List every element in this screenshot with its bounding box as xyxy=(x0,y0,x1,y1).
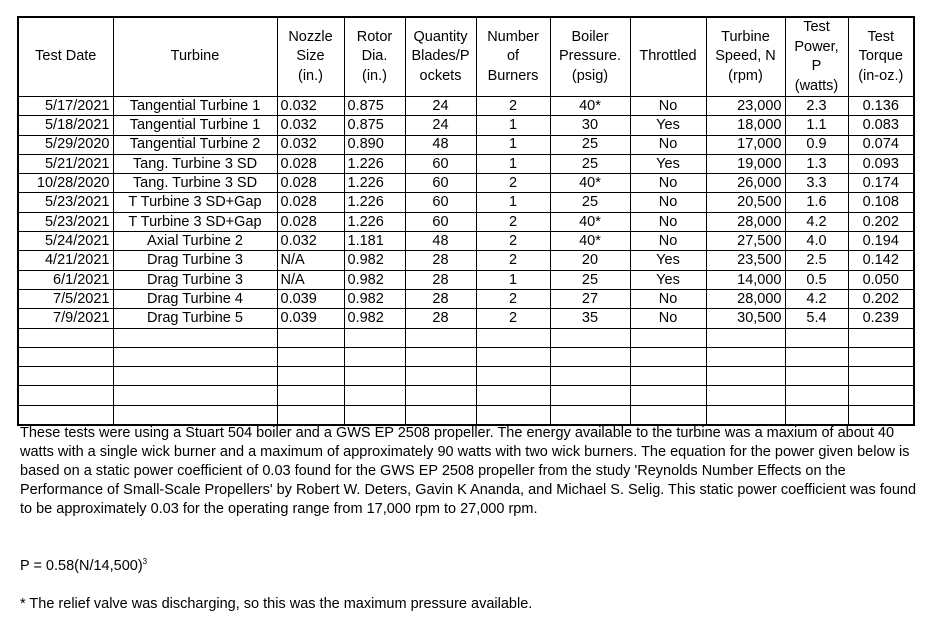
empty-table-cell xyxy=(706,367,785,386)
column-header xyxy=(405,17,476,97)
table-cell: 1.226 xyxy=(344,212,405,231)
empty-table-cell xyxy=(405,367,476,386)
table-cell: 28 xyxy=(405,289,476,308)
table-cell: 4/21/2021 xyxy=(18,251,113,270)
table-cell: 18,000 xyxy=(706,116,785,135)
table-row xyxy=(18,193,914,212)
table-cell: 0.032 xyxy=(277,116,344,135)
table-cell: 4.0 xyxy=(785,232,848,251)
empty-table-cell xyxy=(18,347,113,366)
table-cell: 0.136 xyxy=(848,97,914,116)
empty-table-cell xyxy=(630,328,706,347)
column-header-line: Speed, N xyxy=(715,48,776,65)
table-cell: 0.108 xyxy=(848,193,914,212)
table-cell: 0.9 xyxy=(785,135,848,154)
table-cell: 3.3 xyxy=(785,174,848,193)
table-cell: 48 xyxy=(405,135,476,154)
empty-table-row xyxy=(18,347,914,366)
empty-table-cell xyxy=(405,386,476,405)
empty-table-cell xyxy=(550,347,630,366)
table-cell: 1.3 xyxy=(785,154,848,173)
column-header-line: Test xyxy=(867,28,895,45)
table-row xyxy=(18,309,914,328)
empty-table-row xyxy=(18,367,914,386)
empty-table-cell xyxy=(706,386,785,405)
table-cell: 10/28/2020 xyxy=(18,174,113,193)
empty-table-cell xyxy=(18,328,113,347)
empty-table-cell xyxy=(848,328,914,347)
empty-table-cell xyxy=(785,347,848,366)
table-cell: 2 xyxy=(476,212,550,231)
table-row xyxy=(18,212,914,231)
table-cell: Tangential Turbine 1 xyxy=(113,97,277,116)
table-cell: 0.982 xyxy=(344,270,405,289)
empty-table-cell xyxy=(113,405,277,425)
table-cell: 0.039 xyxy=(277,289,344,308)
table-cell: 27,500 xyxy=(706,232,785,251)
notes-section xyxy=(20,424,925,519)
table-cell: 0.194 xyxy=(848,232,914,251)
column-header-line: (rpm) xyxy=(728,67,763,84)
table-cell: 1.226 xyxy=(344,193,405,212)
empty-table-cell xyxy=(18,386,113,405)
table-cell: 23,000 xyxy=(706,97,785,116)
empty-table-row xyxy=(18,405,914,425)
empty-table-cell xyxy=(706,328,785,347)
table-cell: 5/29/2020 xyxy=(18,135,113,154)
table-cell: N/A xyxy=(277,251,344,270)
column-header xyxy=(630,17,706,97)
table-cell: Tang. Turbine 3 SD xyxy=(113,174,277,193)
empty-table-cell xyxy=(476,405,550,425)
empty-table-cell xyxy=(344,405,405,425)
table-body xyxy=(18,97,914,426)
empty-table-cell xyxy=(277,386,344,405)
column-header-line: (in.) xyxy=(298,67,323,84)
column-header-line: Turbine xyxy=(170,48,220,65)
table-cell: 0.093 xyxy=(848,154,914,173)
empty-table-cell xyxy=(277,367,344,386)
table-cell: 0.875 xyxy=(344,116,405,135)
table-cell: T Turbine 3 SD+Gap xyxy=(113,193,277,212)
table-cell: Drag Turbine 5 xyxy=(113,309,277,328)
column-header-line: ockets xyxy=(419,67,462,84)
empty-table-cell xyxy=(848,405,914,425)
table-cell: 40* xyxy=(550,212,630,231)
column-header xyxy=(706,17,785,97)
empty-table-cell xyxy=(630,386,706,405)
table-cell: 35 xyxy=(550,309,630,328)
table-row xyxy=(18,251,914,270)
table-row xyxy=(18,154,914,173)
table-cell: Yes xyxy=(630,116,706,135)
empty-table-cell xyxy=(848,347,914,366)
table-cell: 60 xyxy=(405,154,476,173)
table-cell: No xyxy=(630,135,706,154)
table-row xyxy=(18,174,914,193)
table-cell: 1 xyxy=(476,116,550,135)
table-cell: 2 xyxy=(476,232,550,251)
table-cell: T Turbine 3 SD+Gap xyxy=(113,212,277,231)
table-cell: 2 xyxy=(476,289,550,308)
table-cell: 0.982 xyxy=(344,251,405,270)
column-header xyxy=(848,17,914,97)
table-cell: 19,000 xyxy=(706,154,785,173)
empty-table-cell xyxy=(277,405,344,425)
empty-table-cell xyxy=(476,367,550,386)
notes-paragraph: These tests were using a Stuart 504 boiler and a GWS EP 2508 propeller. The energy available to the turbine was a maxium of about 40 watts with a single wick burner and a maximum of approximately 90 watts with two wick burners. The equation for the power given below is based on a static power coefficient of 0.03 found for the GWS EP 2508 propeller from the study 'Reynolds Number Effects on the Performance of Small-Scale Propellers' by Robert W. Deters, Gavin K Ananda, and Michael S. Selig. This static power coefficient was found to be approximately 0.03 for the operating range from 17,000 rpm to 27,000 rpm. xyxy=(20,425,917,517)
table-cell: N/A xyxy=(277,270,344,289)
table-cell: 25 xyxy=(550,154,630,173)
table-cell: 0.875 xyxy=(344,97,405,116)
table-cell: 28 xyxy=(405,270,476,289)
table-cell: 5/23/2021 xyxy=(18,193,113,212)
table-cell: 7/9/2021 xyxy=(18,309,113,328)
empty-table-cell xyxy=(785,405,848,425)
table-cell: 1.181 xyxy=(344,232,405,251)
column-header xyxy=(476,17,550,97)
table-cell: 2 xyxy=(476,309,550,328)
empty-table-cell xyxy=(113,328,277,347)
table-cell: 25 xyxy=(550,193,630,212)
table-cell: 60 xyxy=(405,174,476,193)
column-header-line: Turbine xyxy=(721,28,770,45)
column-header-line: Dia. xyxy=(361,48,388,65)
empty-table-cell xyxy=(550,328,630,347)
column-header-line: (in.) xyxy=(362,67,387,84)
table-cell: No xyxy=(630,309,706,328)
table-cell: No xyxy=(630,289,706,308)
table-cell: 30,500 xyxy=(706,309,785,328)
table-cell: 2 xyxy=(476,97,550,116)
column-header-line: of xyxy=(506,48,520,65)
table-cell: 27 xyxy=(550,289,630,308)
empty-table-cell xyxy=(550,386,630,405)
table-cell: 20 xyxy=(550,251,630,270)
table-header-row xyxy=(18,17,914,97)
empty-table-cell xyxy=(405,347,476,366)
table-cell: 5/18/2021 xyxy=(18,116,113,135)
column-header-line: Torque xyxy=(858,48,903,65)
table-cell: Drag Turbine 3 xyxy=(113,251,277,270)
table-cell: 20,500 xyxy=(706,193,785,212)
table-cell: 28,000 xyxy=(706,289,785,308)
table-cell: 24 xyxy=(405,116,476,135)
table-row xyxy=(18,97,914,116)
table-cell: No xyxy=(630,193,706,212)
table-row xyxy=(18,135,914,154)
empty-table-cell xyxy=(785,328,848,347)
table-cell: No xyxy=(630,232,706,251)
table-cell: 17,000 xyxy=(706,135,785,154)
table-cell: 6/1/2021 xyxy=(18,270,113,289)
table-cell: 0.032 xyxy=(277,97,344,116)
empty-table-cell xyxy=(476,328,550,347)
table-cell: 7/5/2021 xyxy=(18,289,113,308)
table-cell: 2.5 xyxy=(785,251,848,270)
table-cell: 40* xyxy=(550,232,630,251)
table-cell: 1 xyxy=(476,193,550,212)
equation-text: P = 0.58(N/14,500) xyxy=(20,557,143,574)
table-cell: Tang. Turbine 3 SD xyxy=(113,154,277,173)
table-cell: 1 xyxy=(476,135,550,154)
column-header-line: Pressure. xyxy=(558,48,622,65)
column-header-line: Power, xyxy=(794,38,839,55)
column-header-line: Burners xyxy=(487,67,539,84)
column-header-line: Size xyxy=(296,48,325,65)
empty-table-cell xyxy=(113,367,277,386)
column-header-line: Test xyxy=(803,19,830,35)
table-cell: Tangential Turbine 1 xyxy=(113,116,277,135)
empty-table-cell xyxy=(277,328,344,347)
table-cell: 0.032 xyxy=(277,135,344,154)
table-cell: 28 xyxy=(405,251,476,270)
table-cell: 26,000 xyxy=(706,174,785,193)
equation-exponent: 3 xyxy=(142,557,148,566)
empty-table-cell xyxy=(785,367,848,386)
table-cell: 60 xyxy=(405,212,476,231)
table-cell: 0.074 xyxy=(848,135,914,154)
column-header xyxy=(277,17,344,97)
column-header-line: Test Date xyxy=(35,48,97,65)
column-header xyxy=(18,17,113,97)
table-cell: No xyxy=(630,212,706,231)
table-cell: 40* xyxy=(550,97,630,116)
table-cell: 0.083 xyxy=(848,116,914,135)
table-cell: 0.039 xyxy=(277,309,344,328)
table-cell: Tangential Turbine 2 xyxy=(113,135,277,154)
empty-table-cell xyxy=(630,347,706,366)
empty-table-cell xyxy=(344,347,405,366)
table-cell: 2 xyxy=(476,174,550,193)
table-cell: 1.226 xyxy=(344,174,405,193)
table-cell: 0.982 xyxy=(344,309,405,328)
table-cell: 0.202 xyxy=(848,212,914,231)
empty-table-cell xyxy=(848,367,914,386)
empty-table-cell xyxy=(277,347,344,366)
table-cell: 1 xyxy=(476,270,550,289)
table-cell: 5/23/2021 xyxy=(18,212,113,231)
empty-table-cell xyxy=(476,347,550,366)
table-cell: 25 xyxy=(550,135,630,154)
table-cell: 5/24/2021 xyxy=(18,232,113,251)
table-cell: 0.050 xyxy=(848,270,914,289)
table-cell: Yes xyxy=(630,154,706,173)
table-cell: 14,000 xyxy=(706,270,785,289)
column-header xyxy=(785,17,848,97)
column-header-line: Blades/P xyxy=(411,48,470,65)
table-cell: 1 xyxy=(476,154,550,173)
empty-table-cell xyxy=(18,405,113,425)
table-cell: 25 xyxy=(550,270,630,289)
empty-table-cell xyxy=(113,347,277,366)
table-cell: 5/17/2021 xyxy=(18,97,113,116)
column-header-line: Quantity xyxy=(413,28,468,45)
table-cell: 28 xyxy=(405,309,476,328)
table-cell: 48 xyxy=(405,232,476,251)
column-header xyxy=(344,17,405,97)
table-cell: 0.5 xyxy=(785,270,848,289)
table-cell: 60 xyxy=(405,193,476,212)
empty-table-cell xyxy=(706,405,785,425)
table-row xyxy=(18,289,914,308)
empty-table-cell xyxy=(630,405,706,425)
table-cell: Drag Turbine 4 xyxy=(113,289,277,308)
table-cell: 0.142 xyxy=(848,251,914,270)
table-row xyxy=(18,232,914,251)
table-cell: 24 xyxy=(405,97,476,116)
table-cell: 2 xyxy=(476,251,550,270)
empty-table-cell xyxy=(550,367,630,386)
table-cell: Yes xyxy=(630,251,706,270)
table-cell: Yes xyxy=(630,270,706,289)
column-header xyxy=(113,17,277,97)
table-row xyxy=(18,270,914,289)
table-cell: 0.239 xyxy=(848,309,914,328)
column-header xyxy=(550,17,630,97)
empty-table-cell xyxy=(113,386,277,405)
column-header-line: (in-oz.) xyxy=(858,67,904,84)
power-equation xyxy=(20,557,147,574)
table-cell: 40* xyxy=(550,174,630,193)
empty-table-cell xyxy=(785,386,848,405)
column-header-line: (psig) xyxy=(571,67,609,84)
empty-table-cell xyxy=(848,386,914,405)
column-header-line: Number xyxy=(487,28,539,45)
column-header-line: P xyxy=(811,58,822,74)
footnote: * The relief valve was discharging, so this was the maximum pressure available. xyxy=(20,596,533,612)
table-cell: 1.226 xyxy=(344,154,405,173)
table-row xyxy=(18,116,914,135)
column-header-line: Rotor xyxy=(356,28,393,45)
table-cell: 1.1 xyxy=(785,116,848,135)
table-cell: 4.2 xyxy=(785,212,848,231)
empty-table-cell xyxy=(550,405,630,425)
table-cell: 0.028 xyxy=(277,193,344,212)
table-cell: No xyxy=(630,174,706,193)
empty-table-cell xyxy=(344,328,405,347)
empty-table-cell xyxy=(706,347,785,366)
empty-table-cell xyxy=(344,367,405,386)
test-results-table xyxy=(17,16,915,426)
table-cell: 5.4 xyxy=(785,309,848,328)
table-cell: 0.028 xyxy=(277,154,344,173)
empty-table-cell xyxy=(476,386,550,405)
column-header-line: (watts) xyxy=(794,77,839,94)
table-cell: 5/21/2021 xyxy=(18,154,113,173)
empty-table-cell xyxy=(18,367,113,386)
empty-table-cell xyxy=(405,405,476,425)
empty-table-cell xyxy=(630,367,706,386)
table-cell: 30 xyxy=(550,116,630,135)
table-cell: Axial Turbine 2 xyxy=(113,232,277,251)
column-header-line: Nozzle xyxy=(288,28,333,45)
column-header-line: Boiler xyxy=(571,28,609,45)
empty-table-cell xyxy=(405,328,476,347)
column-header-line: Throttled xyxy=(639,48,697,65)
table-cell: 0.982 xyxy=(344,289,405,308)
table-cell: 0.890 xyxy=(344,135,405,154)
table-cell: 0.028 xyxy=(277,174,344,193)
empty-table-cell xyxy=(344,386,405,405)
table-cell: 23,500 xyxy=(706,251,785,270)
table-cell: 2.3 xyxy=(785,97,848,116)
table-cell: 28,000 xyxy=(706,212,785,231)
empty-table-row xyxy=(18,328,914,347)
table-cell: 0.028 xyxy=(277,212,344,231)
table-cell: 0.174 xyxy=(848,174,914,193)
table-cell: Drag Turbine 3 xyxy=(113,270,277,289)
empty-table-row xyxy=(18,386,914,405)
table-cell: 0.032 xyxy=(277,232,344,251)
table-cell: 0.202 xyxy=(848,289,914,308)
table-cell: 1.6 xyxy=(785,193,848,212)
table-cell: 4.2 xyxy=(785,289,848,308)
table-cell: No xyxy=(630,97,706,116)
